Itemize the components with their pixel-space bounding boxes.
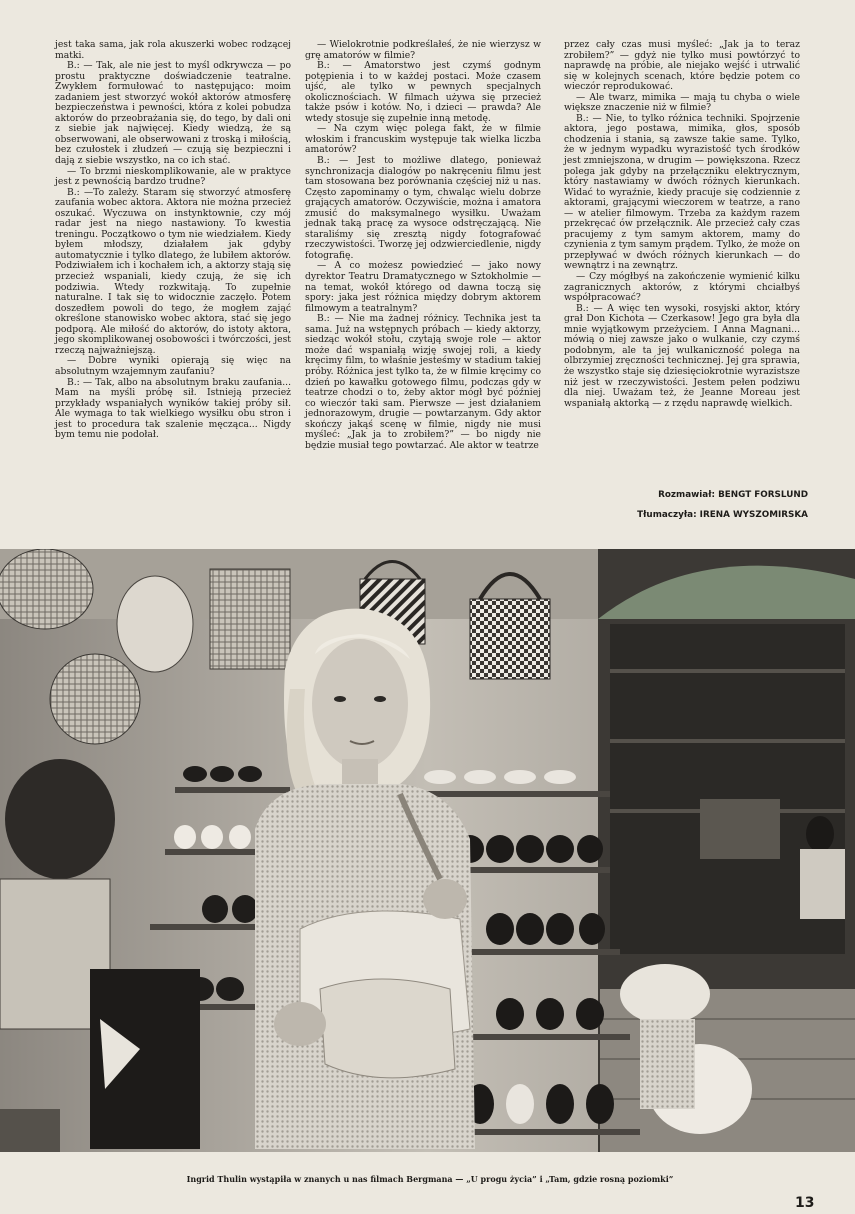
translator-credit [568, 505, 808, 525]
paragraph: — To brzmi nieskomplikowanie, ale w praktyce jest z pewnością bardzo trudne? [55, 165, 291, 188]
paragraph: — Ale twarz, mimika — mają tu chyba o wiele większe znaczenie niż w filmie? [564, 91, 800, 114]
translator-label: Tłumaczyła: [637, 510, 697, 520]
paragraph: B.: — Amatorstwo jest czymś godnym potępienia i to w każdej postaci. Może czasem ujść, ale tylko w pewnych specjalnych okolicznościach. W filmach używa się przecież także psów i kotów. No, i dzieci — prawda? Ale wtedy stosuje się zupełnie inną metodę. [305, 60, 541, 124]
text-column-2 [305, 40, 541, 451]
paragraph: jest taka sama, jak rola akuszerki wobec rodzącej matki. [55, 39, 291, 61]
text-column-1 [55, 40, 291, 441]
paragraph: — Dobre wyniki opierają się więc na absolutnym wzajemnym zaufaniu? [55, 355, 291, 377]
article-credits [568, 485, 808, 525]
page-number: 13 [795, 1195, 815, 1211]
paragraph: — A co możesz powiedzieć — jako nowy dyrektor Teatru Dramatycznego w Sztokholmie — na temat, wokół którego od dawna toczą się spory: jaka jest różnica między dobrym aktorem filmowym a teatralnym? [305, 260, 541, 314]
text-column-3 [564, 40, 800, 409]
paragraph: B.: — Nie ma żadnej różnicy. Technika jest ta sama. Już na wstępnych próbach — kiedy aktorzy, siedząc wokół stołu, czytają swoje role — aktor może dać wspaniałą wizję swojej roli, a kiedy kręcimy film, to właśnie jesteśmy w stadium takiej próby. Różnica jest tylko ta, że w filmie kręcimy co dzień po kawałku gotowego filmu, podczas gdy w teatrze chodzi o to, żeby aktor mógł być później co wieczór taki sam. Pierwsze — jest działaniem jednorazowym, drugie — powtarzanym. Gdy aktor skończy jakąś scenę w filmie, nigdy nie musi myśleć: „Jak ja to zrobiłem?” — bo nigdy nie będzie musiał tego powtarzać. Ale aktor w teatrze [305, 313, 541, 451]
interviewer-credit [568, 485, 808, 505]
paragraph: B.: — Jest to możliwe dlatego, ponieważ synchronizacja dialogów po nakręceniu filmu jest tam stosowana bez porównania częściej niż u nas. Często zapominamy o tym, chwaląc wielu dobrze grających amatorów. Oczywiście, można i amatora zmusić do maksymalnego wysiłku. Uważam jednak taką pracę za wysoce odstręczającą. Nie staraliśmy się zresztą nigdy fotografować rzeczywistości. Tworzę jej odzwierciedlenie, nigdy fotografię. [305, 155, 541, 261]
interviewer-label: Rozmawiał: [658, 490, 716, 500]
paragraph: przez cały czas musi myśleć: „Jak ja to teraz zrobiłem?” — gdyż nie tylko musi powtórzyć to naprawdę na próbie, ale niejako wejść i utrwalić się w kolejnych scenach, które będzie potem co wieczór reprodukować. [564, 39, 800, 93]
paragraph: — Na czym więc polega fakt, że w filmie włoskim i francuskim występuje tak wielka liczba amatorów? [305, 123, 541, 156]
paragraph: B.: — Tak, albo na absolutnym braku zaufania... Mam na myśli próbę sił. Istnieją przecież przykłady wspaniałych wyników takiej próby sił. Ale wymaga to tak wielkiego wysiłku obu stron i jest to procedura tak szalenie męcząca... Nigdy bym temu nie podołał. [55, 376, 291, 441]
photo-caption: Ingrid Thulin wystąpiła w znanych u nas filmach Bergmana — „U progu życia” i „Tam, gdzie rosną poziomki” [186, 1174, 674, 1184]
photo-illustration [0, 549, 855, 1152]
article-photo [0, 549, 855, 1152]
paragraph: B.: —To zależy. Staram się stworzyć atmosferę zaufania wobec aktora. Aktora nie można przecież oszukać. Wyczuwa on instynktownie, czy mój radar jest na niego nastawiony. To kwestia treningu. Początkowo o tym nie wiedziałem. Kiedy byłem młodszy, działałem jak gdyby automatycznie i tylko dlatego, że lubiłem aktorów. Podziwiałem ich i kochałem ich, a aktorzy stają się przecież wspaniali, kiedy czują, że się ich podziwia. Wtedy rozkwitają. To zupełnie naturalne. I tak się to widocznie zaczęło. Potem doszedłem powoli do tego, że mogłem zająć określone stanowisko wobec aktora, stać się jego podporą. Ale miłość do aktorów, do istoty aktora, jego skomplikowanej osobowości i twórczości, jest rzeczą najważniejszą. [55, 186, 291, 356]
paragraph: B.: — Nie, to tylko różnica techniki. Spojrzenie aktora, jego postawa, mimika, głos, sposób chodzenia i stania, są zawsze takie same. Tylko, że w jednym wypadku wyrazistość tych środków jest zmniejszona, w drugim — powiększona. Rzecz polega jak gdyby na przełączniku elektrycznym, który nastawiamy w dwóch różnych kierunkach. Widać to wyraźnie, kiedy pracuje się codziennie z aktorami, grającymi wieczorem w teatrze, a rano — w atelier filmowym. Trzeba za każdym razem przekręcać ów przełącznik. Ale przecież cały czas pracujemy z tym samym aktorem, mamy do czynienia z tym samym prądem. Tylko, że może on przepływać w dwóch różnych kierunkach — do wewnątrz i na zewnątrz. [564, 112, 800, 272]
translator-name: IRENA WYSZOMIRSKA [699, 510, 808, 520]
paragraph: — Czy mógłbyś na zakończenie wymienić kilku zagranicznych aktorów, z którymi chciałbyś współpracować? [564, 271, 800, 304]
paragraph: B.: — Tak, ale nie jest to myśl odkrywcza — po prostu praktyczne doświadczenie teatralne. Zwykłem formułować to następująco: moim zadaniem jest stworzyć wokół aktorów atmosferę bezpieczeństwa i pewności, która z kolei pobudza aktorów do przeobrażania się, do tego, by dali oni z siebie jak najwięcej. Kiedy wiedzą, że są obserwowani, ale obserwowani z troską i miłością, bez czułostek i złudzeń — czują się bezpieczni i dają z siebie wszystko, na co ich stać. [55, 60, 291, 167]
paragraph: — Wielokrotnie podkreślałeś, że nie wierzysz w grę amatorów w filmie? [305, 39, 541, 61]
paragraph: B.: — A więc ten wysoki, rosyjski aktor, który grał Don Kichota — Czerkasow! Jego gra była dla mnie wyjątkowym przeżyciem. I Anna Magnani... mówią o niej zawsze jako o wulkanie, czy czymś podobnym, ale ta jej wulkaniczność polega na olbrzymiej zręczności technicznej. Jej gra sprawia, że wszystko staje się dziesięciokrotnie wyrazistsze niż jest w rzeczywistości. Jestem pełen podziwu dla niej. Uważam też, że Jeanne Moreau jest wspaniałą aktorką — z rzędu naprawdę wielkich. [564, 302, 800, 409]
interviewer-name: BENGT FORSLUND [718, 490, 808, 500]
